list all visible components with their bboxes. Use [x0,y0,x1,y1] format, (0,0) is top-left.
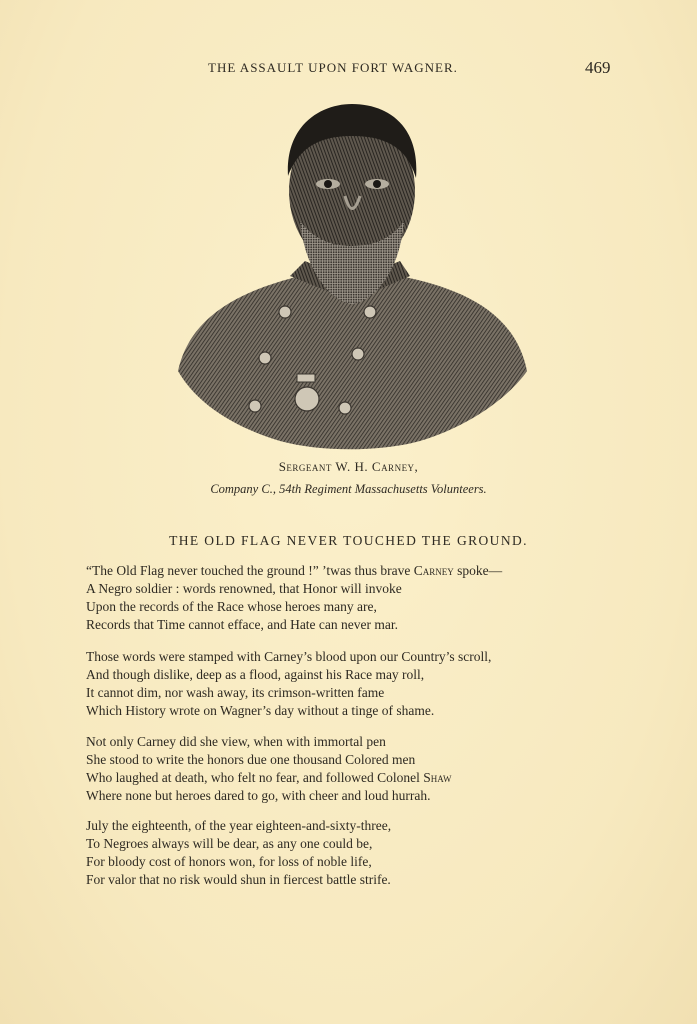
poem-line: “The Old Flag never touched the ground !” ’twas thus brave Carney spoke— [86,563,503,578]
poem-stanza-1 [86,562,502,634]
name-shaw: Shaw [423,770,452,785]
poem-line: A Negro soldier : words renowned, that Honor will invoke [86,581,402,596]
name-carney: Carney [413,563,454,578]
poem-stanza-2 [86,648,491,720]
poem-line: Those words were stamped with Carney’s blood upon our Country’s scroll, [86,649,492,664]
poem-line: Which History wrote on Wagner’s day without a tinge of shame. [86,703,435,718]
poem-line: Where none but heroes dared to go, with cheer and loud hurrah. [86,788,431,803]
poem-line: Records that Time cannot efface, and Hate can never mar. [86,617,399,632]
portrait-engraving [170,96,535,456]
medal-shape [295,387,319,411]
poem-line: July the eighteenth, of the year eighteen-and-sixty-three, [86,818,392,833]
portrait-caption-company: Company C., 54th Regiment Massachusetts Volunteers. [210,482,487,496]
poem-title: THE OLD FLAG NEVER TOUCHED THE GROUND. [169,533,528,548]
poem-line: She stood to write the honors due one thousand Colored men [86,752,416,767]
poem-line: For bloody cost of honors won, for loss of noble life, [86,854,372,869]
poem-stanza-4 [86,817,391,889]
poem-line: Not only Carney did she view, when with immortal pen [86,734,386,749]
poem-line: Who laughed at death, who felt no fear, and followed Colonel Shaw [86,770,452,785]
page-number: 469 [585,58,611,77]
portrait-caption-name: Sergeant W. H. Carney, [278,459,419,474]
running-title: THE ASSAULT UPON FORT WAGNER. [208,60,458,75]
poem-line: And though dislike, deep as a flood, against his Race may roll, [86,667,425,682]
poem-line: To Negroes always will be dear, as any one could be, [86,836,373,851]
poem-line: It cannot dim, nor wash away, its crimson-written fame [86,685,385,700]
poem-stanza-3 [86,733,452,805]
poem-line: For valor that no risk would shun in fiercest battle strife. [86,872,391,887]
poem-line: Upon the records of the Race whose heroes many are, [86,599,377,614]
